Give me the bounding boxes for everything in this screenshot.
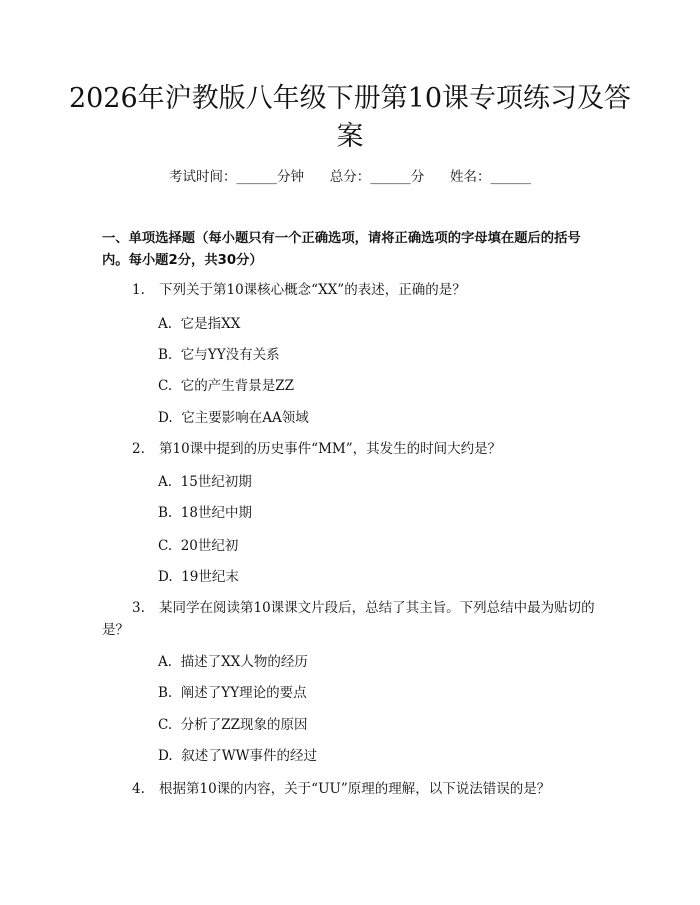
option-1d: D. 它主要影响在AA领域 bbox=[158, 410, 309, 426]
option-3b: B. 阐述了YY理论的要点 bbox=[158, 685, 307, 701]
option-3c: C. 分析了ZZ现象的原因 bbox=[158, 717, 308, 733]
question-number: 2. bbox=[132, 441, 145, 457]
question-number: 4. bbox=[132, 781, 145, 797]
option-1a: A. 它是指XX bbox=[158, 316, 241, 332]
question-text: 某同学在阅读第10课课文片段后，总结了其主旨。下列总结中最为贴切的是？ bbox=[102, 600, 595, 638]
option-3d: D. 叙述了WW事件的经过 bbox=[158, 748, 317, 764]
question-2 bbox=[102, 438, 597, 460]
document-title: 2026年沪教版八年级下册第10课专项练习及答案 bbox=[68, 83, 632, 152]
option-1c: C. 它的产生背景是ZZ bbox=[158, 378, 294, 394]
exam-info: 考试时间：______分钟 总分：______分 姓名：______ bbox=[169, 169, 531, 185]
question-number: 3. bbox=[132, 600, 145, 616]
question-text: 根据第10课的内容，关于“UU”原理的理解，以下说法错误的是？ bbox=[159, 781, 551, 797]
option-3a: A. 描述了XX人物的经历 bbox=[158, 654, 308, 670]
option-1b: B. 它与YY没有关系 bbox=[158, 347, 280, 363]
question-4 bbox=[102, 778, 597, 800]
question-3 bbox=[102, 597, 597, 641]
question-1 bbox=[102, 279, 597, 301]
question-text: 下列关于第10课核心概念“XX”的表述，正确的是？ bbox=[159, 282, 466, 298]
option-2c: C. 20世纪初 bbox=[158, 538, 239, 554]
option-2b: B. 18世纪中期 bbox=[158, 505, 252, 521]
question-text: 第10课中提到的历史事件“MM”，其发生的时间大约是？ bbox=[159, 441, 502, 457]
section-heading: 一、单项选择题（每小题只有一个正确选项，请将正确选项的字母填在题后的括号内。每小题2分，共30分） bbox=[102, 231, 581, 268]
option-2a: A. 15世纪初期 bbox=[158, 474, 252, 490]
option-2d: D. 19世纪末 bbox=[158, 569, 239, 585]
question-number: 1. bbox=[132, 282, 145, 298]
